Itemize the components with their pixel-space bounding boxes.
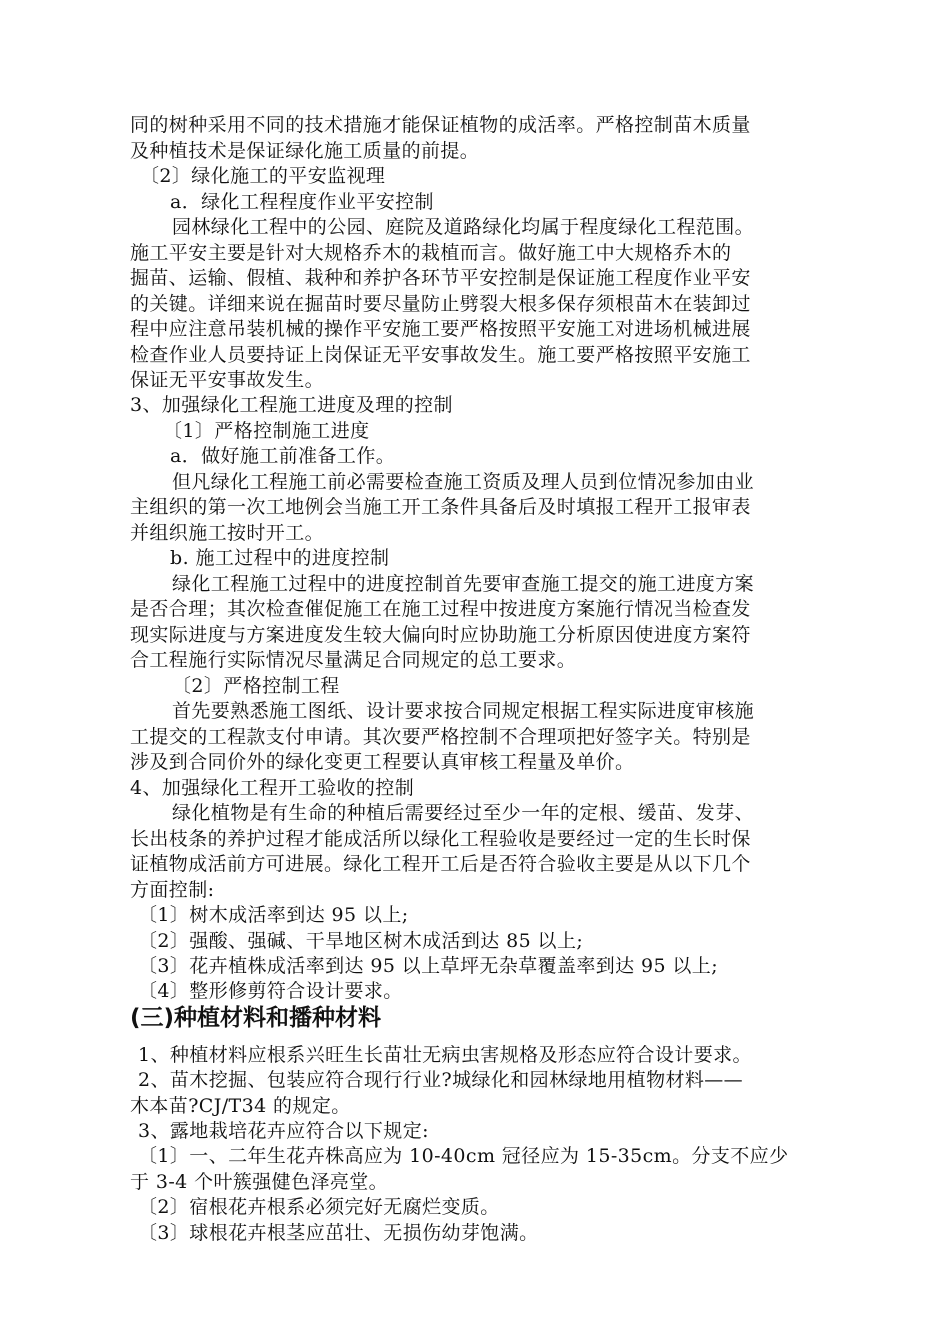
text-line: 的关键。详细来说在掘苗时要尽量防止劈裂大根多保存须根苗木在装卸过 [130, 293, 751, 315]
text-line: 方面控制: [130, 879, 215, 901]
text-line: 是否合理；其次检查催促施工在施工过程中按进度方案施行情况当检查发 [130, 598, 751, 620]
text-line: a．做好施工前准备工作。 [170, 445, 396, 467]
text-line: 首先要熟悉施工图纸、设计要求按合同规定根据工程实际进度审核施 [172, 700, 755, 722]
text-line: 检查作业人员要持证上岗保证无平安事故发生。施工要严格按照平安施工 [130, 344, 751, 366]
text-line: 保证无平安事故发生。 [130, 369, 325, 391]
text-line: 合工程施行实际情况尽量满足合同规定的总工要求。 [130, 649, 577, 671]
text-line: 证植物成活前方可进展。绿化工程开工后是否符合验收主要是从以下几个 [130, 853, 751, 875]
text-line: 绿化植物是有生命的种植后需要经过至少一年的定根、缓苗、发芽、 [172, 802, 755, 824]
text-line: 及种植技术是保证绿化施工质量的前提。 [130, 140, 480, 162]
text-line: 并组织施工按时开工。 [130, 522, 325, 544]
text-line: 〔2〕强酸、强碱、干旱地区树木成活到达 85 以上; [138, 930, 584, 952]
text-line: 2、苗木挖掘、包装应符合现行行业?城绿化和园林绿地用植物材料—— [138, 1069, 744, 1091]
text-line: 1、种植材料应根系兴旺生长苗壮无病虫害规格及形态应符合设计要求。 [138, 1044, 752, 1066]
text-line: 同的树种采用不同的技术措施才能保证植物的成活率。严格控制苗木质量 [130, 114, 751, 136]
text-line: 〔2〕宿根花卉根系必须完好无腐烂变质。 [138, 1196, 500, 1218]
text-line: 掘苗、运输、假植、栽种和养护各环节平安控制是保证施工程度作业平安 [130, 267, 751, 289]
text-line: 于 3-4 个叶簇强健色泽亮堂。 [130, 1171, 389, 1193]
section-heading: (三)种植材料和播种材料 [130, 1005, 382, 1031]
text-line: 〔3〕花卉植株成活率到达 95 以上草坪无杂草覆盖率到达 95 以上; [138, 955, 719, 977]
text-line: 施工平安主要是针对大规格乔木的栽植而言。做好施工中大规格乔木的 [130, 242, 732, 264]
text-line: 现实际进度与方案进度发生较大偏向时应协助施工分析原因使进度方案符 [130, 624, 751, 646]
text-line: 〔2〕严格控制工程 [172, 675, 340, 697]
text-line: 3、加强绿化工程施工进度及理的控制 [130, 394, 453, 416]
text-line: 但凡绿化工程施工前必需要检查施工资质及理人员到位情况参加由业 [172, 471, 755, 493]
text-line: 3、露地栽培花卉应符合以下规定: [138, 1120, 429, 1142]
text-line: 〔1〕树木成活率到达 95 以上; [138, 904, 409, 926]
text-line: 木本苗?CJ/T34 的规定。 [130, 1095, 351, 1117]
text-line: 长出枝条的养护过程才能成活所以绿化工程验收是要经过一定的生长时保 [130, 828, 751, 850]
text-line: 4、加强绿化工程开工验收的控制 [130, 777, 415, 799]
text-line: 绿化工程施工过程中的进度控制首先要审查施工提交的施工进度方案 [172, 573, 755, 595]
text-line: 〔3〕球根花卉根茎应茁壮、无损伤幼芽饱满。 [138, 1222, 539, 1244]
text-line: b. 施工过程中的进度控制 [170, 547, 390, 569]
text-line: 〔4〕整形修剪符合设计要求。 [138, 980, 403, 1002]
text-line: 〔1〕一、二年生花卉株高应为 10-40cm 冠径应为 15-35cm。分支不应少 [138, 1145, 789, 1167]
text-line: 主组织的第一次工地例会当施工开工条件具备后及时填报工程开工报审表 [130, 496, 751, 518]
text-line: a．绿化工程程度作业平安控制 [170, 191, 434, 213]
text-line: 〔1〕严格控制施工进度 [163, 420, 370, 442]
text-line: 涉及到合同价外的绿化变更工程要认真审核工程量及单价。 [130, 751, 635, 773]
text-line: 程中应注意吊装机械的操作平安施工要严格按照平安施工对进场机械进展 [130, 318, 751, 340]
text-line: 工提交的工程款支付申请。其次要严格控制不合理项把好签字关。特别是 [130, 726, 751, 748]
text-line: 〔2〕绿化施工的平安监视理 [140, 165, 386, 187]
text-line: 园林绿化工程中的公园、庭院及道路绿化均属于程度绿化工程范围。 [172, 216, 755, 238]
